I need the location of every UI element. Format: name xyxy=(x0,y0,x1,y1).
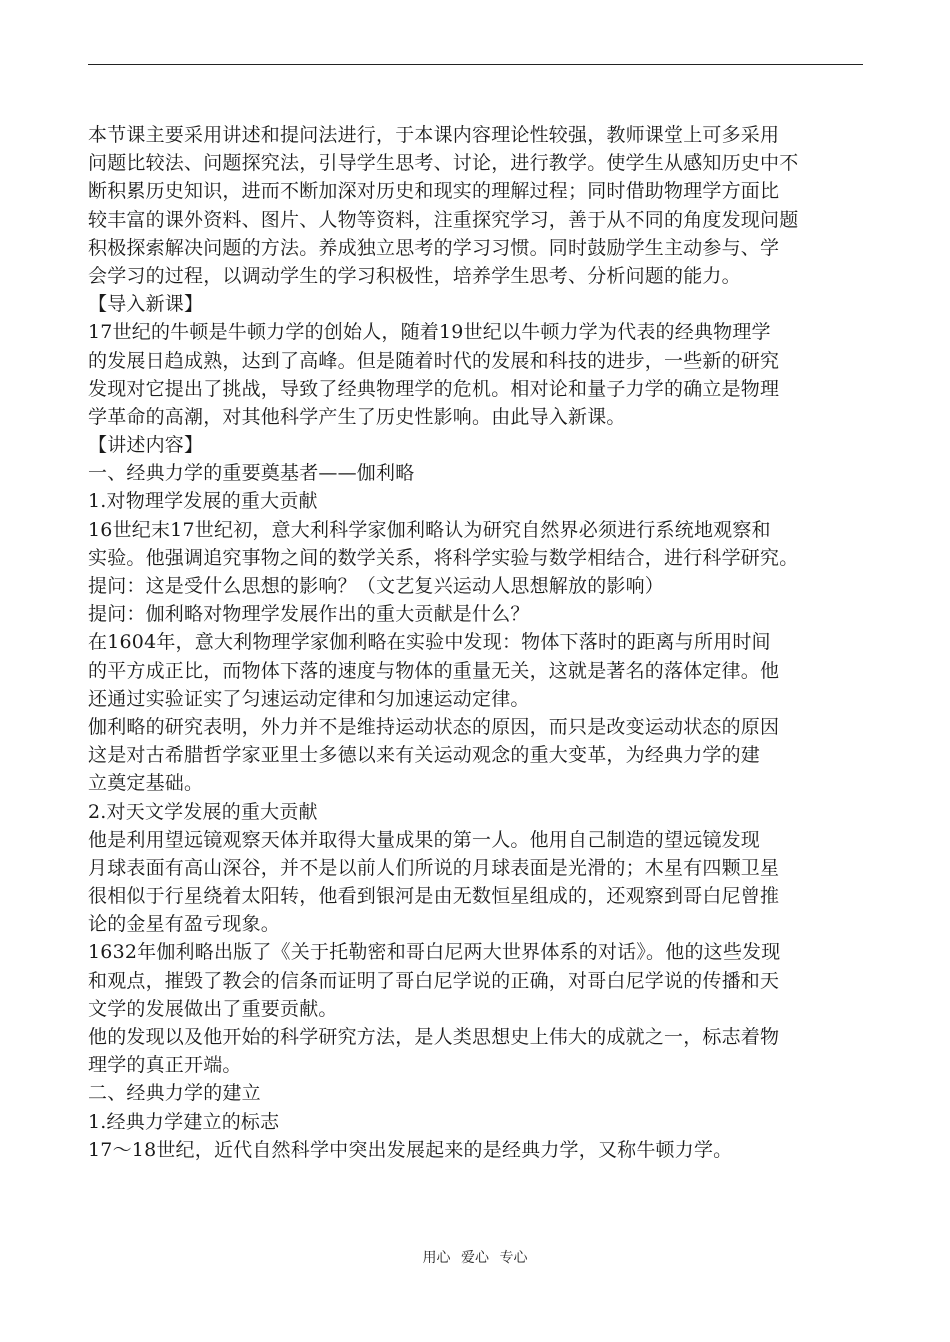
text-line: 和观点，摧毁了教会的信条而证明了哥白尼学说的正确，对哥白尼学说的传播和天 xyxy=(88,969,780,992)
text-line: 断积累历史知识，进而不断加深对历史和现实的理解过程；同时借助物理学方面比 xyxy=(88,180,780,203)
text-line: 【讲述内容】 xyxy=(88,434,204,457)
text-line: 的发展日趋成熟，达到了高峰。但是随着时代的发展和科技的进步，一些新的研究 xyxy=(88,349,780,372)
text-line: 17世纪的牛顿是牛顿力学的创始人，随着19世纪以牛顿力学为代表的经典物理学 xyxy=(88,321,771,344)
text-line: 发现对它提出了挑战，导致了经典物理学的危机。相对论和量子力学的确立是物理 xyxy=(88,377,780,400)
text-line: 还通过实验证实了匀速运动定律和匀加速运动定律。 xyxy=(88,687,530,710)
text-line: 的平方成正比，而物体下落的速度与物体的重量无关，这就是著名的落体定律。他 xyxy=(88,659,780,682)
text-line: 理学的真正开端。 xyxy=(88,1054,242,1077)
text-line: 16世纪末17世纪初，意大利科学家伽利略认为研究自然界必须进行系统地观察和 xyxy=(88,518,771,541)
text-line: 会学习的过程，以调动学生的学习积极性，培养学生思考、分析问题的能力。 xyxy=(88,264,741,287)
text-line: 月球表面有高山深谷，并不是以前人们所说的月球表面是光滑的；木星有四颗卫星 xyxy=(88,856,780,879)
text-line: 他是利用望远镜观察天体并取得大量成果的第一人。他用自己制造的望远镜发现 xyxy=(88,828,761,851)
text-line: 一、经典力学的重要奠基者——伽利略 xyxy=(88,462,415,485)
text-line: 【导入新课】 xyxy=(88,293,204,316)
text-line: 提问：伽利略对物理学发展作出的重大贡献是什么？ xyxy=(88,603,530,626)
text-line: 1632年伽利略出版了《关于托勒密和哥白尼两大世界体系的对话》。他的这些发现 xyxy=(88,941,781,964)
document-body xyxy=(88,121,863,1164)
text-line: 本节课主要采用讲述和提问法进行，于本课内容理论性较强，教师课堂上可多采用 xyxy=(88,124,780,146)
text-line: 1.经典力学建立的标志 xyxy=(88,1110,280,1133)
text-line: 2.对天文学发展的重大贡献 xyxy=(88,800,318,823)
text-line: 在1604年，意大利物理学家伽利略在实验中发现：物体下落时的距离与所用时间 xyxy=(88,631,771,654)
text-line: 立奠定基础。 xyxy=(88,772,204,795)
header-rule xyxy=(88,64,863,65)
text-line: 较丰富的课外资料、图片、人物等资料，注重探究学习，善于从不同的角度发现问题 xyxy=(88,208,799,231)
text-line: 这是对古希腊哲学家亚里士多德以来有关运动观念的重大变革，为经典力学的建 xyxy=(88,744,761,767)
text-line: 文学的发展做出了重要贡献。 xyxy=(88,997,338,1020)
text-line: 积极探索解决问题的方法。养成独立思考的学习习惯。同时鼓励学生主动参与、学 xyxy=(88,236,780,259)
text-line: 学革命的高潮，对其他科学产生了历史性影响。由此导入新课。 xyxy=(88,405,626,428)
text-line: 问题比较法、问题探究法，引导学生思考、讨论，进行教学。使学生从感知历史中不 xyxy=(88,152,799,175)
page-footer: 用心 爱心 专心 xyxy=(422,1250,528,1266)
text-line: 很相似于行星绕着太阳转，他看到银河是由无数恒星组成的，还观察到哥白尼曾推 xyxy=(88,885,780,908)
text-line: 论的金星有盈亏现象。 xyxy=(88,913,281,936)
text-line: 1.对物理学发展的重大贡献 xyxy=(88,490,318,513)
text-line: 17～18世纪，近代自然科学中突出发展起来的是经典力学，又称牛顿力学。 xyxy=(88,1138,733,1161)
text-line: 二、经典力学的建立 xyxy=(88,1082,261,1105)
text-line: 伽利略的研究表明，外力并不是维持运动状态的原因，而只是改变运动状态的原因 xyxy=(88,715,780,738)
text-line: 提问：这是受什么思想的影响？（文艺复兴运动人思想解放的影响） xyxy=(88,575,665,597)
text-line: 他的发现以及他开始的科学研究方法，是人类思想史上伟大的成就之一，标志着物 xyxy=(88,1026,780,1048)
text-line: 实验。他强调追究事物之间的数学关系，将科学实验与数学相结合，进行科学研究。 xyxy=(88,546,799,569)
